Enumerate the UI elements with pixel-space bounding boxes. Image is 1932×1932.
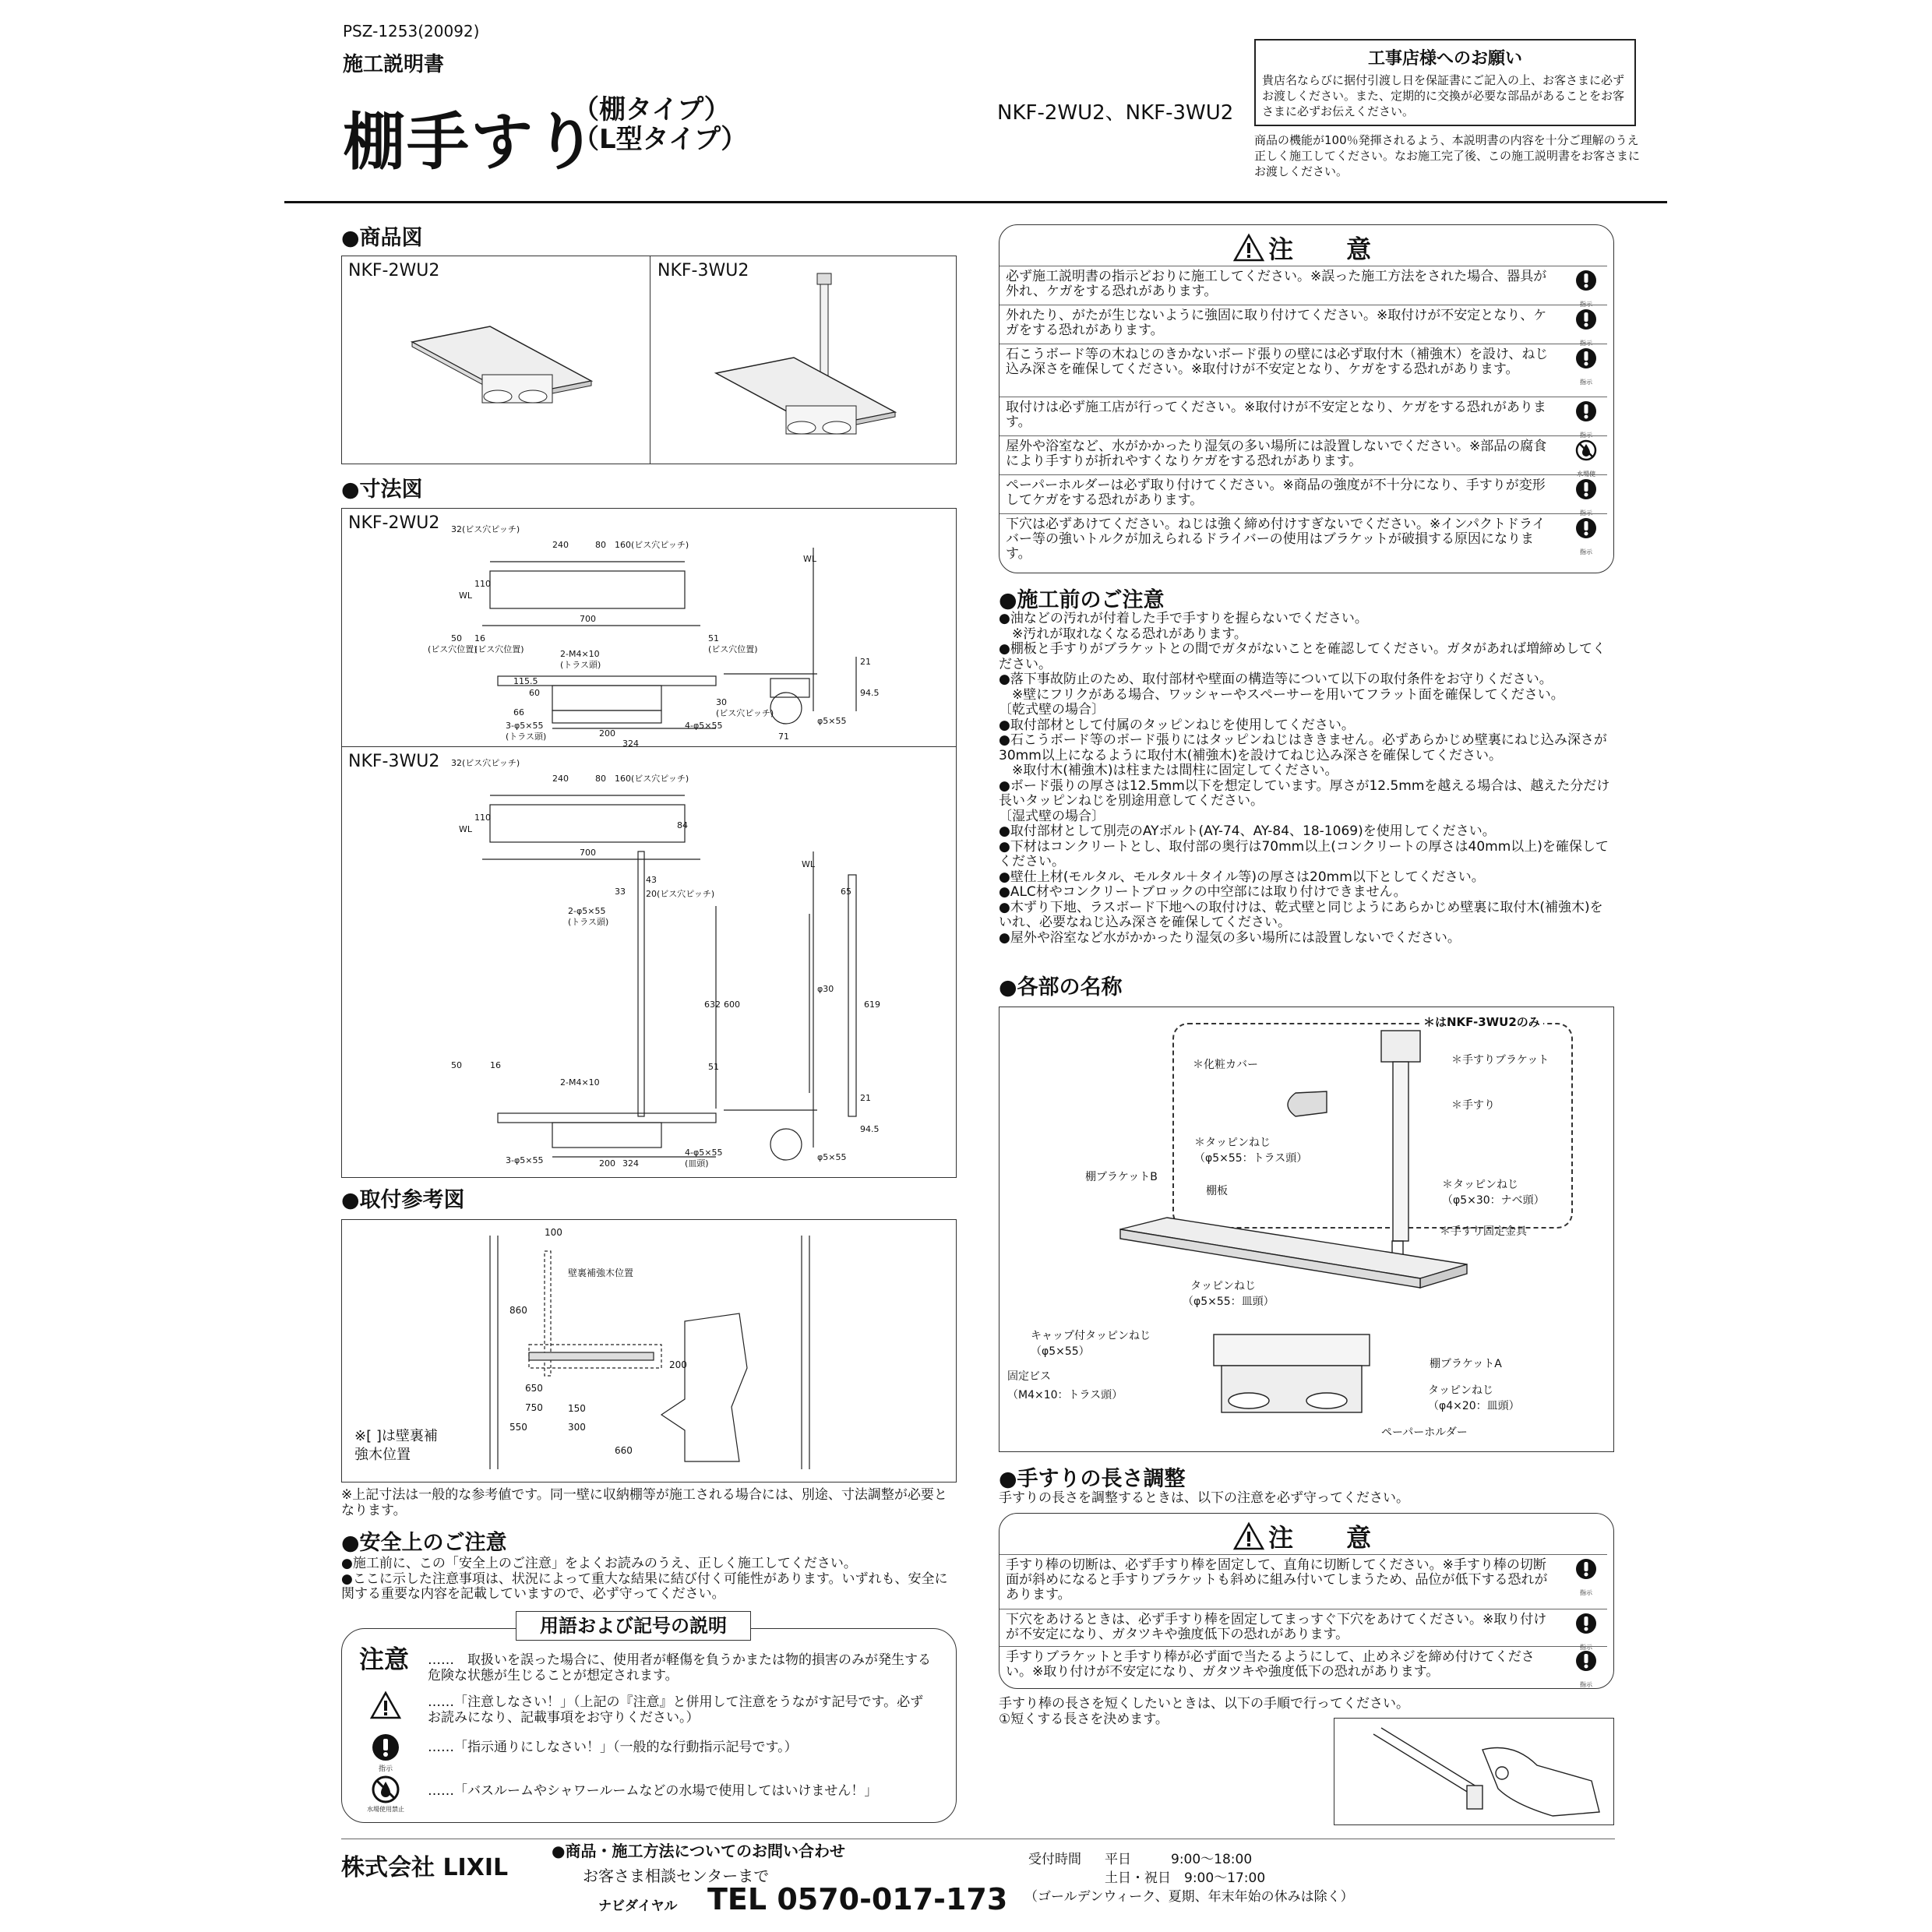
part-tap-screw-1: ＊タッピンねじ bbox=[1194, 1137, 1271, 1149]
holiday-note: （ゴールデンウィーク、夏期、年末年始の休みは除く） bbox=[1024, 1889, 1354, 1905]
safety-section-title: ●安全上のご注意 bbox=[341, 1531, 507, 1555]
dim-label-110: 110 bbox=[474, 579, 491, 589]
dim-label-pitch160: 160(ビス穴ピッチ) bbox=[615, 540, 689, 550]
part-bracket-b: 棚ブラケットB bbox=[1085, 1171, 1158, 1183]
dim-b-label-632: 632 bbox=[704, 999, 721, 1010]
length-caution-header bbox=[1233, 1518, 1385, 1554]
caution-row bbox=[999, 305, 1607, 347]
dimension-section-title: ●寸法図 bbox=[341, 478, 423, 502]
part-paper-holder: ペーパーホルダー bbox=[1381, 1426, 1468, 1439]
parts-diagram-panel bbox=[999, 1007, 1614, 1452]
doc-code: PSZ-1253(20092) bbox=[343, 22, 480, 41]
dim-label-pitch32: 32(ビス穴ピッチ) bbox=[451, 524, 520, 534]
length-caution-title: 注 意 bbox=[1268, 1523, 1386, 1553]
part-tap-screw-2-spec: （φ5×30：ナベ頭） bbox=[1442, 1194, 1545, 1207]
dim-label-16: 16 bbox=[474, 633, 485, 643]
precaution-line: 〔湿式壁の場合〕 bbox=[999, 808, 1105, 824]
caution-row bbox=[999, 1609, 1607, 1651]
precaution-line: ●落下事故防止のため、取付部材や壁面の構造等について以下の取付条件をお守りください。 bbox=[999, 672, 1553, 687]
prohibit-label: 水場使用禁止 bbox=[367, 1806, 404, 1813]
caution-row-text: 下穴をあけるときは、必ず手すり棒を固定してまっすぐ下穴をあけてください。※取り付けが不安定になり、ガタツキや強度低下の恐れがあります。 bbox=[1006, 1612, 1547, 1642]
icon-label: 指示 bbox=[1580, 301, 1592, 308]
dim-b-label-wl2: WL bbox=[802, 859, 816, 869]
dim-label-wl: WL bbox=[803, 554, 817, 564]
dim-b-label-phi5-2: 2-φ5×55 bbox=[568, 906, 606, 916]
dim-b-label-phi5-3: 3-φ5×55 bbox=[506, 1155, 544, 1165]
caution-row-text: 石こうボード等の木ねじのきかないボード張りの壁には必ず取付木（補強木）を設け、ねじ込み深さを確保してください。※取付けが不安定となり、ケガをする恐れがあります。 bbox=[1006, 347, 1549, 377]
mount-label-650: 650 bbox=[525, 1383, 543, 1394]
dim-label-m4: 2-M4×10 bbox=[560, 649, 600, 659]
prohibit-desc: ……「バスルームやシャワールームなどの水場で使用してはいけません！」 bbox=[428, 1783, 878, 1799]
icon-label: 水場使 bbox=[1577, 471, 1595, 478]
caution-row bbox=[999, 266, 1607, 308]
caution-row-text: 手すりブラケットと手すり棒が必ず面で当たるようにして、止めネジを締め付けてください。※取り付けが不安定になり、ガタツキや強度低下の恐れがあります。 bbox=[1006, 1649, 1535, 1680]
product-model-a: NKF-2WU2 bbox=[348, 261, 440, 280]
header-divider bbox=[284, 201, 1667, 203]
model-numbers: NKF-2WU2、NKF-3WU2 bbox=[997, 101, 1234, 125]
precaution-list bbox=[999, 612, 1614, 946]
dim-label-30: 30 bbox=[716, 697, 727, 707]
dim-b-label-phi5-4: 4-φ5×55 bbox=[685, 1148, 723, 1158]
precaution-line: ●屋外や浴室など水がかかったり湿気の多い場所には設置しないでください。 bbox=[999, 929, 1461, 946]
doc-type: 施工説明書 bbox=[343, 53, 445, 76]
dim-b-label-65: 65 bbox=[841, 887, 851, 897]
part-rail: ＊手すり bbox=[1451, 1099, 1495, 1112]
contact-title: ●商品・施工方法についてのお問い合わせ bbox=[552, 1842, 846, 1860]
hours-weekend: 土日・祝日 9:00〜17:00 bbox=[1105, 1870, 1266, 1886]
warning-triangle-icon bbox=[370, 1691, 401, 1719]
dim-label-truss: (トラス頭) bbox=[560, 660, 601, 670]
dim-b-label-16: 16 bbox=[490, 1060, 501, 1070]
product-diagram-panel bbox=[341, 256, 957, 464]
length-intro: 手すりの長さを調整するときは、以下の注意を必ず守ってください。 bbox=[999, 1490, 1409, 1506]
safety-line-1: ●施工前に、この「安全上のご注意」をよくお読みのうえ、正しく施工してください。 bbox=[341, 1556, 857, 1571]
mount-label-300: 300 bbox=[568, 1422, 586, 1433]
dim-b-label-240: 240 bbox=[552, 774, 569, 784]
dim-label-240: 240 bbox=[552, 540, 569, 550]
dim-b-label-80: 80 bbox=[595, 774, 606, 784]
dim-b-label-51: 51 bbox=[708, 1062, 719, 1072]
dim-b-label-200: 200 bbox=[599, 1158, 615, 1169]
dim-b-label-945: 94.5 bbox=[860, 1124, 880, 1134]
part-bracket-a: 棚ブラケットA bbox=[1430, 1358, 1502, 1370]
caution-row bbox=[999, 513, 1607, 565]
dim-label-66: 66 bbox=[513, 707, 524, 717]
mandatory-icon bbox=[1574, 1650, 1598, 1692]
dim-label-71: 71 bbox=[778, 732, 789, 742]
precaution-line: ※取付木(補強木)は柱または間柱に固定してください。 bbox=[999, 763, 1338, 778]
icon-label: 指示 bbox=[1580, 379, 1592, 386]
precaution-line: ※壁にフリクがある場合、ワッシャーやスペーサーを用いてフラット面を確保してください。 bbox=[999, 686, 1564, 703]
triangle-desc: ……「注意しなさい！」（上記の『注意』と併用して注意をうながす記号です。必ずお読みになり、記載事項をお守りください。） bbox=[428, 1694, 924, 1726]
caution-row bbox=[999, 474, 1607, 516]
icon-label: 指示 bbox=[1580, 509, 1592, 516]
navi-dial-label: ナビダイヤル bbox=[598, 1899, 678, 1914]
mandatory-desc: ……「指示通りにしなさい！」（一般的な行動指示記号です。） bbox=[428, 1740, 798, 1755]
precaution-line: ※汚れが取れなくなる恐れがあります。 bbox=[999, 626, 1247, 642]
mounting-diagram-panel bbox=[341, 1219, 957, 1482]
dim-b-label-m4: 2-M4×10 bbox=[560, 1077, 600, 1088]
mount-label-150: 150 bbox=[568, 1403, 586, 1414]
dimension-drawing-b bbox=[451, 758, 950, 1171]
precaution-line: ●下材はコンクリートとし、取付部の奥行は70mm以上(コンクリートの厚さは40mm以上)を確保してください。 bbox=[999, 838, 1609, 869]
part-bracket: ＊手すりブラケット bbox=[1451, 1054, 1549, 1066]
dim-b-label-33: 33 bbox=[615, 887, 626, 897]
length-caution-box bbox=[999, 1513, 1614, 1689]
caution-box bbox=[999, 224, 1614, 573]
part-tap-screw-3-spec: （φ5×55：皿頭） bbox=[1183, 1296, 1274, 1308]
subtitle-line-2: （L型タイプ） bbox=[573, 124, 748, 155]
dim-b-label-pitch20: 20(ビス穴ピッチ) bbox=[646, 889, 715, 899]
caution-row bbox=[999, 1646, 1607, 1687]
dim-label-phi5: φ5×55 bbox=[817, 716, 847, 726]
dim-label-700: 700 bbox=[580, 614, 596, 624]
safety-line-2: ●ここに示した注意事項は、状況によって重大な結果に結び付く可能性があります。いずれも、安全に関する重要な内容を記載していますので、必ず守ってください。 bbox=[341, 1571, 948, 1602]
part-tap-screw-4-spec: （φ4×20：皿頭） bbox=[1428, 1400, 1520, 1412]
mandatory-icon bbox=[372, 1733, 400, 1761]
caution-row bbox=[999, 397, 1607, 439]
caution-header bbox=[1233, 230, 1385, 266]
contact-center: お客さま相談センターまで bbox=[583, 1867, 770, 1885]
part-fixing: ＊手すり固定金具 bbox=[1440, 1225, 1527, 1238]
dim-b-label-84: 84 bbox=[677, 820, 688, 830]
part-shelf: 棚板 bbox=[1206, 1185, 1228, 1197]
mounting-note: ※上記寸法は一般的な参考値です。同一壁に収納棚等が施工される場合には、別途、寸法調整が必要となります。 bbox=[341, 1487, 947, 1518]
parts-only-note: ＊はNKF-3WU2のみ bbox=[1420, 1014, 1543, 1030]
precaution-line: ●取付部材として付属のタッピンねじを使用してください。 bbox=[999, 717, 1355, 733]
mount-label-860: 860 bbox=[509, 1305, 527, 1316]
dim-b-label-50: 50 bbox=[451, 1060, 462, 1070]
dim-label-51: 51 bbox=[708, 633, 719, 643]
dimension-panel-divider bbox=[342, 746, 956, 747]
part-tap-screw-4: タッピンねじ bbox=[1428, 1384, 1493, 1397]
page-subtitle bbox=[573, 95, 747, 154]
caution-row-text: 取付けは必ず施工店が行ってください。※取付けが不安定となり、ケガをする恐れがあります。 bbox=[1006, 400, 1546, 430]
dimension-drawing-a bbox=[428, 524, 950, 749]
dim-label-pitch30: (ビス穴ピッチ) bbox=[716, 708, 774, 718]
mandatory-icon bbox=[1574, 517, 1598, 559]
caution-row-text: ペーパーホルダーは必ず取り付けてください。※商品の強度が不十分になり、手すりが変形してケガをする恐れがあります。 bbox=[1006, 478, 1546, 508]
request-note: 商品の機能が100％発揮されるよう、本説明書の内容を十分ご理解のうえ正しく施工してください。なお施工完了後、この施工説明書をお客さまにお渡しください。 bbox=[1254, 133, 1641, 178]
precaution-section-title: ●施工前のご注意 bbox=[999, 588, 1165, 612]
dim-label-screw-pos: (ビス穴位置) bbox=[428, 644, 478, 654]
dim-b-label-phi5: φ5×55 bbox=[817, 1152, 847, 1162]
length-illustration-panel bbox=[1334, 1718, 1614, 1825]
dim-label-115: 115.5 bbox=[513, 676, 538, 686]
dim-label-21: 21 bbox=[860, 657, 871, 667]
caution-row-text: 下穴は必ずあけてください。ねじは強く締め付けすぎないでください。※インパクトドライバー等の強いトルクが加えられるドライバーの使用はブラケットが破損する原因になります。 bbox=[1006, 516, 1546, 562]
part-tap-screw-1-spec: （φ5×55：トラス頭） bbox=[1194, 1152, 1308, 1165]
dim-b-label-21: 21 bbox=[860, 1093, 871, 1103]
mount-label-200: 200 bbox=[669, 1359, 687, 1370]
icon-label: 指示 bbox=[1580, 1589, 1592, 1596]
dim-b-label-truss3: (トラス頭) bbox=[568, 917, 609, 927]
dim-b-label-110: 110 bbox=[474, 813, 491, 823]
dimension-model-a: NKF-2WU2 bbox=[348, 513, 440, 533]
dim-label-phi5-3: 3-φ5×55 bbox=[506, 721, 544, 731]
dim-label-80: 80 bbox=[595, 540, 606, 550]
tel-number[interactable]: TEL 0570-017-173 bbox=[707, 1882, 1008, 1916]
length-step-1: ①短くする長さを決めます。 bbox=[999, 1711, 1169, 1727]
precaution-line: ●油などの汚れが付着した手で手すりを握らないでください。 bbox=[999, 611, 1368, 626]
dim-label-945: 94.5 bbox=[860, 688, 880, 698]
caution-desc: …… 取扱いを誤った場合に、使用者が軽傷を負うかまたは物的損害のみが発生する危険な状態が生じることが想定されます。 bbox=[428, 1652, 931, 1683]
mount-label-reinforcement: 壁裏補強木位置 bbox=[568, 1267, 634, 1278]
mount-label-100: 100 bbox=[545, 1227, 562, 1238]
mount-label-550: 550 bbox=[509, 1422, 527, 1433]
caution-row bbox=[999, 344, 1607, 397]
mounting-drawing bbox=[482, 1228, 918, 1477]
dim-b-label-wl: WL bbox=[459, 824, 473, 834]
dim-label-wl-left: WL bbox=[459, 591, 473, 601]
page-title: 棚手すり bbox=[343, 106, 598, 178]
part-tap-screw-3: タッピンねじ bbox=[1190, 1280, 1256, 1292]
caution-row-text: 必ず施工説明書の指示どおりに施工してください。※誤った施工方法をされた場合、器具が外れ、ケガをする恐れがあります。 bbox=[1006, 269, 1547, 299]
hours-weekday: 平日 9:00〜18:00 bbox=[1105, 1852, 1253, 1867]
part-tap-screw-2: ＊タッピンねじ bbox=[1442, 1179, 1518, 1191]
dim-b-label-43: 43 bbox=[646, 875, 657, 885]
part-cover: ＊化粧カバー bbox=[1193, 1059, 1258, 1071]
dim-label-60: 60 bbox=[529, 688, 540, 698]
mandatory-icon bbox=[1574, 347, 1598, 390]
mount-label-660: 660 bbox=[615, 1445, 633, 1456]
caution-row bbox=[999, 435, 1607, 478]
precaution-line: ●ボード張りの厚さは12.5mm以下を想定しています。厚さが12.5mmを越える場合は、越えた分だけ長いタッピンねじを別途用意してください。 bbox=[999, 777, 1610, 809]
no-water-icon bbox=[372, 1775, 400, 1803]
length-caution-triangle-icon bbox=[1233, 1522, 1264, 1550]
hours-label: 受付時間 bbox=[1028, 1852, 1081, 1867]
precaution-line: ●取付部材として別売のAYボルト(AY-74、AY-84、18-1069)を使用してください。 bbox=[999, 823, 1496, 839]
mounting-legend: ※[ ]は壁裏補強木位置 bbox=[354, 1428, 438, 1463]
dim-label-screw-pos3: (ビス穴位置) bbox=[708, 644, 758, 654]
product-model-b: NKF-3WU2 bbox=[658, 261, 749, 280]
icon-label: 指示 bbox=[1580, 1644, 1592, 1651]
dim-b-label-600: 600 bbox=[724, 999, 740, 1010]
precaution-line: ●木ずり下地、ラスボード下地への取付けは、乾式壁と同じようにあらかじめ壁裏に取付木(補強木)をいれ、必要なねじ込み深さを確保してください。 bbox=[999, 899, 1603, 930]
request-text: 貴店名ならびに据付引渡し日を保証書にご記入の上、お客さまに必ずお渡しください。また、定期的に交換が必要な部品があることをお客さまに必ずお伝えください。 bbox=[1262, 73, 1625, 118]
mounting-section-title: ●取付参考図 bbox=[341, 1188, 465, 1212]
dim-b-label-700: 700 bbox=[580, 848, 596, 858]
caution-row-text: 手すり棒の切断は、必ず手すり棒を固定して、直角に切断してください。※手すり棒の切断面が斜めになると手すりブラケットも斜めに組み付いてしまうため、品位が低下する恐れがあります。 bbox=[1006, 1557, 1548, 1602]
icon-label: 指示 bbox=[1580, 548, 1592, 555]
dim-b-label-phi30: φ30 bbox=[817, 984, 834, 994]
part-fix-screw: 固定ビス bbox=[1007, 1370, 1051, 1383]
parts-drawing bbox=[999, 1007, 1615, 1451]
precaution-line: ●ALC材やコンクリートブロックの中空部には取り付けできません。 bbox=[999, 884, 1407, 900]
caution-row-text: 屋外や浴室など、水がかかったり湿気の多い場所には設置しないでください。※部品の腐食により手すりが折れやすくなりケガをする恐れがあります。 bbox=[1006, 439, 1547, 469]
dim-label-phi5-4: 4-φ5×55 bbox=[685, 721, 723, 731]
product-illustration-a bbox=[404, 319, 607, 420]
precaution-line: ●石こうボード等のボード張りにはタッピンねじはききません。必ずあらかじめ壁裏にねじ込み深さが30mm以上になるように取付木(補強木)を設けてねじ込み深さを確保してください。 bbox=[999, 732, 1607, 763]
dimension-model-b: NKF-3WU2 bbox=[348, 752, 440, 771]
precaution-line: ●壁仕上材(モルタル、モルタル＋タイル等)の厚さは20mm以下としてください。 bbox=[999, 869, 1485, 885]
part-fix-screw-spec: （M4×10：トラス頭） bbox=[1007, 1389, 1123, 1401]
caution-triangle-icon bbox=[1233, 234, 1264, 262]
icon-label: 指示 bbox=[1580, 340, 1592, 347]
dim-label-screw-pos2: (ビス穴位置) bbox=[474, 644, 524, 654]
length-section-title: ●手すりの長さ調整 bbox=[999, 1467, 1186, 1491]
dim-label-truss2: (トラス頭) bbox=[506, 732, 547, 742]
caution-word: 注意 bbox=[359, 1645, 410, 1674]
subtitle-line-1: （棚タイプ） bbox=[573, 94, 731, 125]
mandatory-label: 指示 bbox=[378, 1765, 393, 1773]
dim-label-200: 200 bbox=[599, 728, 615, 739]
precaution-line: ●棚板と手すりがブラケットとの間でガタがないことを確認してください。ガタがあれば増締めしてください。 bbox=[999, 641, 1606, 672]
company-name: 株式会社 LIXIL bbox=[341, 1854, 509, 1881]
caution-row-text: 外れたり、がたが生じないように強固に取り付けてください。※取付けが不安定となり、ケガをする恐れがあります。 bbox=[1006, 308, 1547, 338]
dim-b-label-dish: (皿頭) bbox=[685, 1158, 709, 1169]
request-title: 工事店様へのお願い bbox=[1367, 49, 1522, 69]
caution-row bbox=[999, 1554, 1607, 1609]
dimension-diagram-panel bbox=[341, 508, 957, 1178]
symbol-legend-box bbox=[341, 1628, 957, 1823]
installer-request-box bbox=[1254, 39, 1636, 126]
precaution-line: 〔乾式壁の場合〕 bbox=[999, 702, 1105, 717]
part-cap-screw: キャップ付タッピンねじ bbox=[1031, 1330, 1151, 1342]
legend-title: 用語および記号の説明 bbox=[516, 1611, 751, 1641]
length-illustration bbox=[1334, 1719, 1613, 1824]
icon-label: 指示 bbox=[1580, 1681, 1592, 1688]
parts-section-title: ●各部の名称 bbox=[999, 975, 1123, 999]
product-section-title: ●商品図 bbox=[341, 226, 423, 250]
mount-label-750: 750 bbox=[525, 1402, 543, 1413]
safety-text bbox=[341, 1557, 957, 1602]
caution-title: 注 意 bbox=[1268, 234, 1386, 264]
mandatory-icon bbox=[1574, 1558, 1598, 1600]
product-illustration-b bbox=[708, 264, 942, 459]
dim-b-label-324: 324 bbox=[622, 1158, 639, 1169]
dim-label-324: 324 bbox=[622, 739, 639, 749]
dim-b-label-pitch32: 32(ビス穴ピッチ) bbox=[451, 758, 520, 768]
part-cap-screw-spec: （φ5×55） bbox=[1031, 1345, 1090, 1358]
icon-label: 指示 bbox=[1580, 432, 1592, 439]
dim-label-50: 50 bbox=[451, 633, 462, 643]
dim-b-label-pitch160: 160(ビス穴ピッチ) bbox=[615, 774, 689, 784]
length-step-intro: 手すり棒の長さを短くしたいときは、以下の手順で行ってください。 bbox=[999, 1696, 1409, 1712]
dim-b-label-619: 619 bbox=[864, 999, 880, 1010]
